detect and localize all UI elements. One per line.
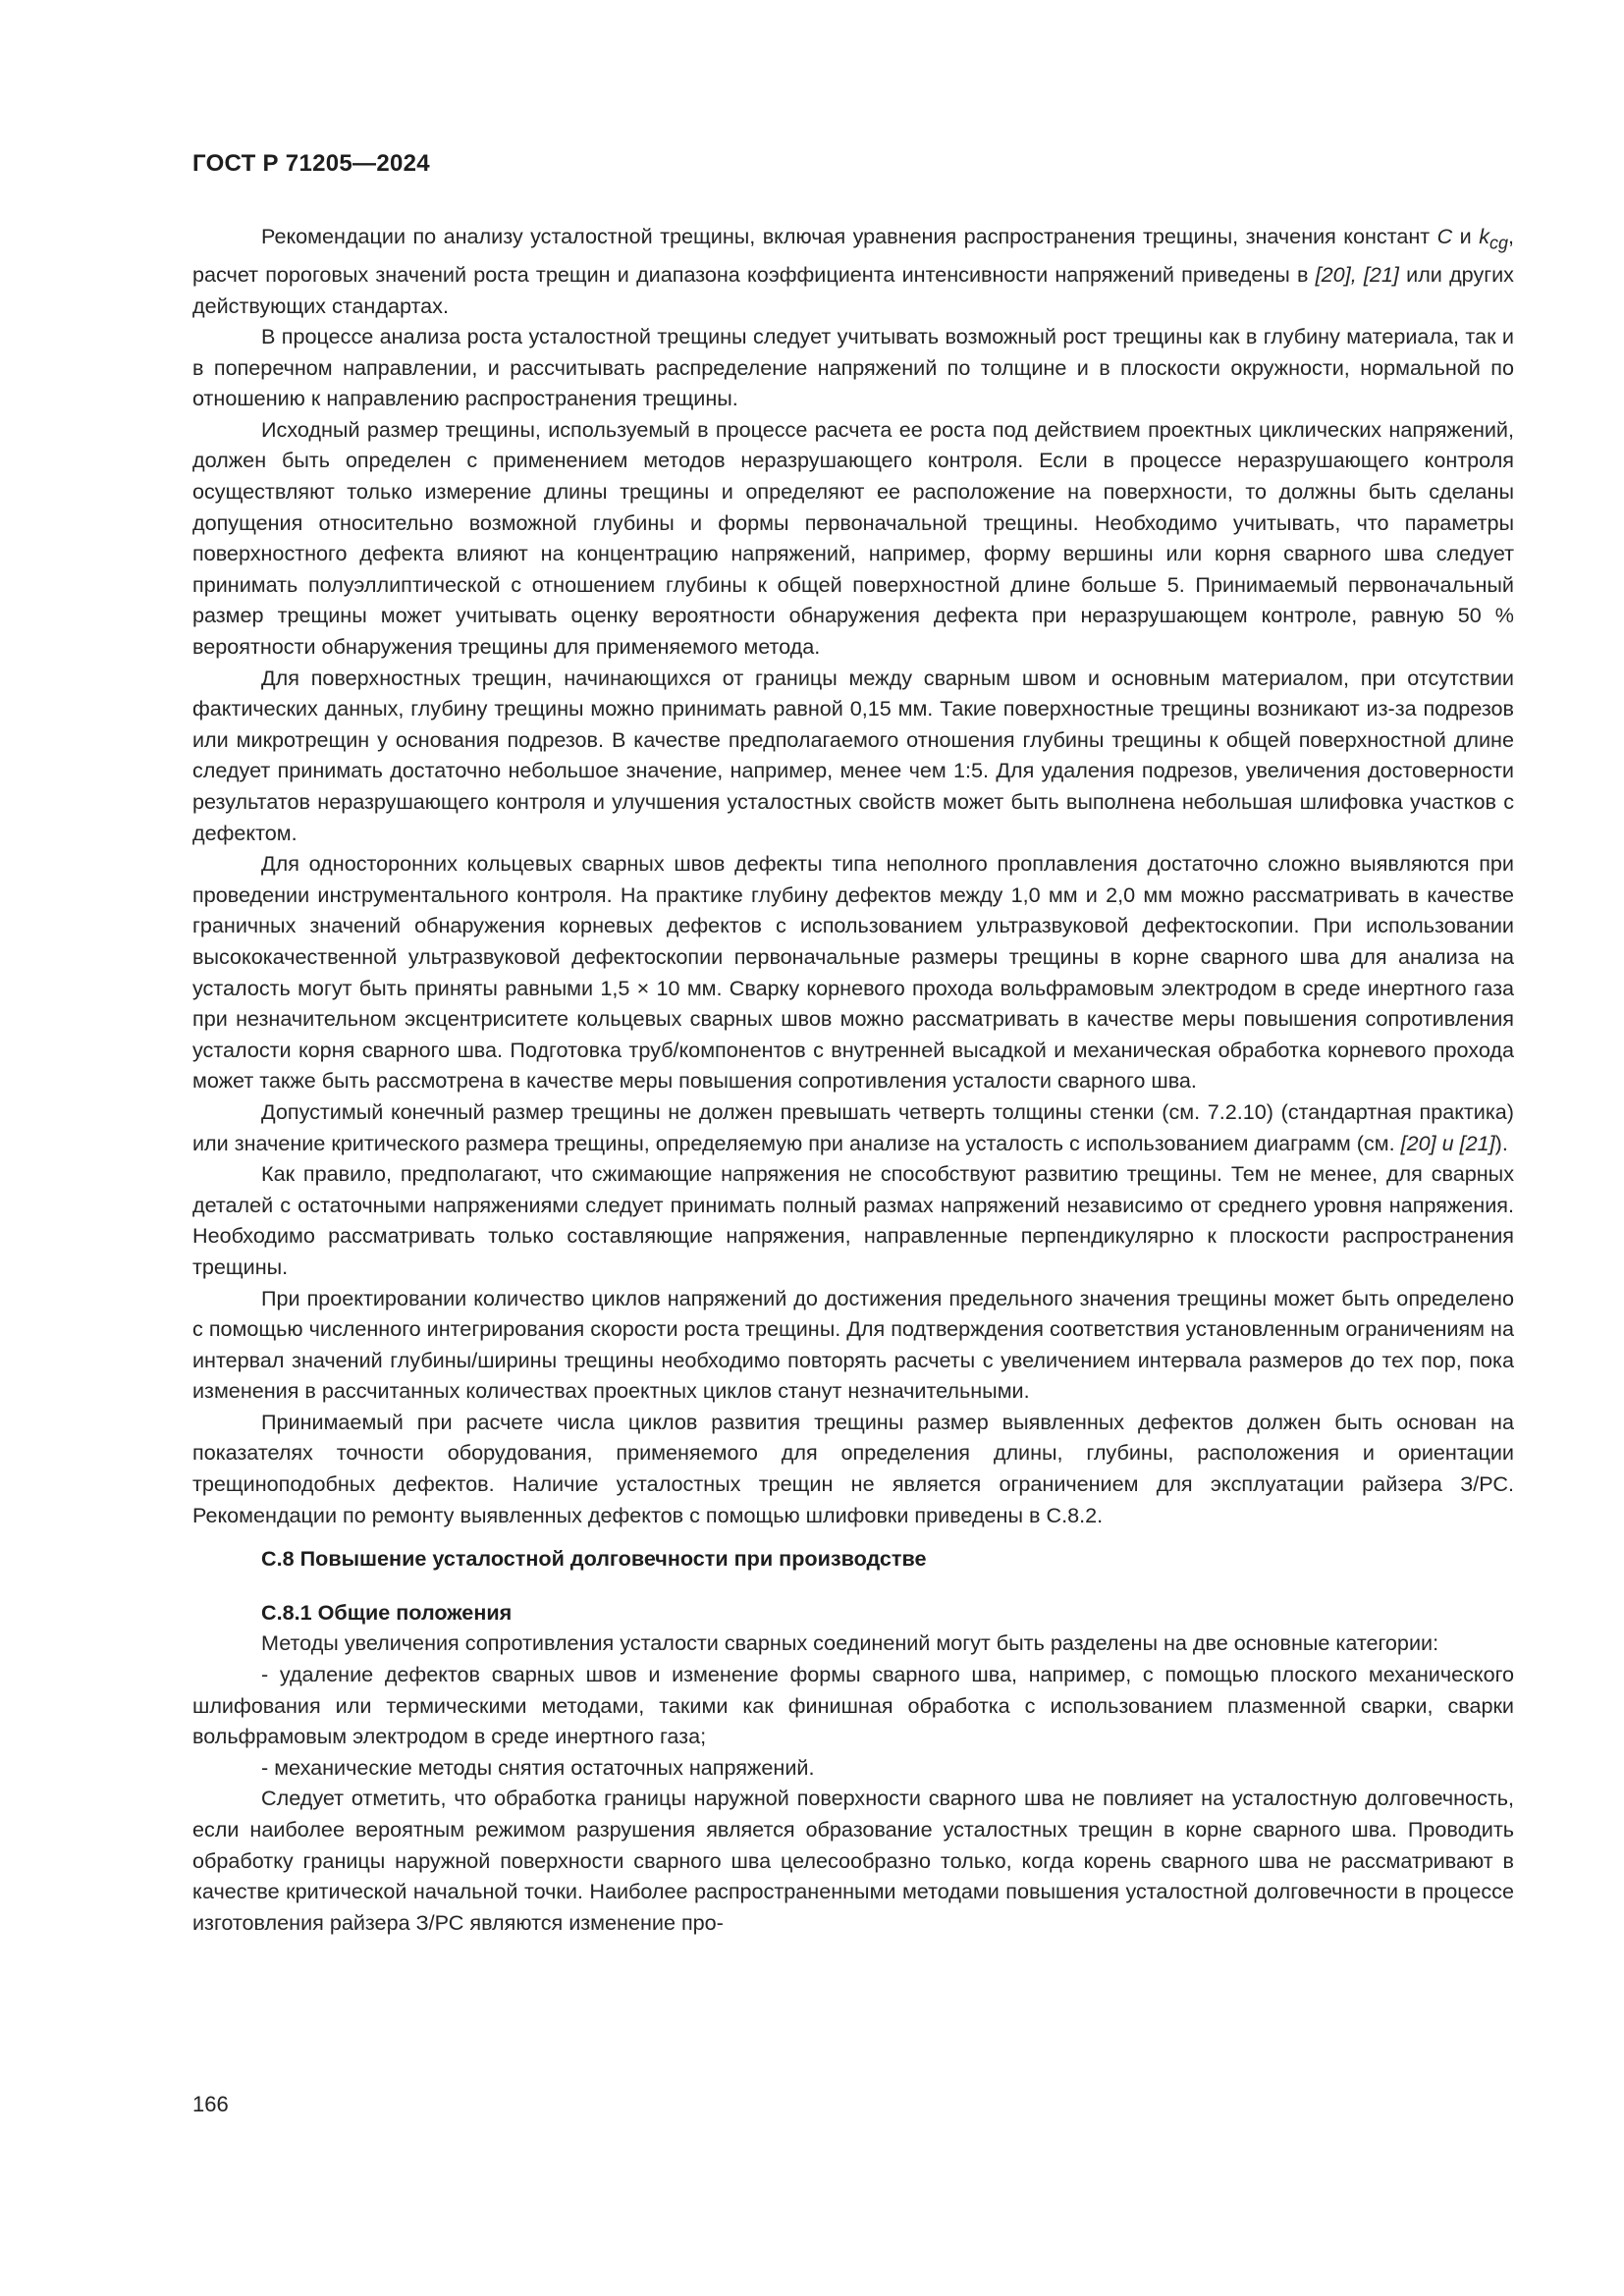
paragraph-initial-crack-size: Исходный размер трещины, используемый в процессе расчета ее роста под действием проектных циклических напряжений, должен быть определен с применением методов неразрушающего контроля. Если в процессе неразрушающего контроля осуществляют только измерение длины трещины и определяют ее расположение на поверхности, то должны быть сделаны допущения относительно возможной глубины и формы первоначальной трещины. Необходимо учитывать, что параметры поверхностного дефекта влияют на концентрацию напряжений, например, форму вершины или корня сварного шва следует принимать полуэллиптической с отношением глубины к общей поверхностной длине больше 5. Принимаемый первоначальный размер трещины может учитывать оценку вероятности обнаружения дефекта при неразрушающем контроле, равную 50 % вероятности обнаружения трещины для применяемого метода.: [192, 416, 1514, 660]
list-item: - удаление дефектов сварных швов и изменение формы сварного шва, например, с помощью плоского механического шлифования или термическими методами, такими как финишная обработка с использованием плазменной сварки, сварки вольфрамовым электродом в среде инертного газа;: [192, 1662, 1514, 1749]
paragraph-crack-analysis-recommendations: Рекомендации по анализу усталостной трещины, включая уравнения распространения трещины, значения констант C и $k_{cg}$, расчет пороговых значений роста трещин и диапазона коэффициента интенсивности напряжений приведены в [20], [21] или других действующих стандартах.: [192, 224, 1514, 318]
list-item: - механические методы снятия остаточных напряжений.: [261, 1754, 815, 1780]
paragraph-defect-size-accuracy: Принимаемый при расчете числа циклов развития трещины размер выявленных дефектов должен быть основан на показателях точности оборудования, применяемого для определения длины, глубины, расположения и ориентации трещиноподобных дефектов. Наличие усталостных трещин не является ограничением для эксплуатации райзера З/РС. Рекомендации по ремонту выявленных дефектов с помощью шлифовки приведены в С.8.2.: [192, 1409, 1514, 1527]
paragraph-cycle-count: При проектировании количество циклов напряжений до достижения предельного значения трещины может быть определено с помощью численного интегрирования скорости роста трещины. Для подтверждения соответствия установленным ограничениям на интервал значений глубины/ширины трещины необходимо повторять расчеты с увеличением интервала размеров до тех пор, пока изменения в рассчитанных количествах проектных циклов станут незначительными.: [192, 1285, 1514, 1404]
reference-link: [20] и [21]: [1400, 1130, 1495, 1155]
constant-c-symbol: C: [1436, 224, 1453, 248]
paragraph-weld-toe-treatment: Следует отметить, что обработка границы наружной поверхности сварного шва не повлияет на усталостную долговечность, если наиболее вероятным режимом разрушения является образование усталостных трещин в корне сварного шва. Проводить обработку границы наружной поверхности сварного шва целесообразно только, когда корень сварного шва не рассматривают в качестве критической начальной точки. Наиболее распространенными методами повышения усталостной долговечности в процессе изготовления райзера З/РС являются изменение про-: [192, 1786, 1514, 1935]
document-code-header: ГОСТ Р 71205—2024: [192, 150, 430, 177]
section-heading-c81: С.8.1 Общие положения: [261, 1599, 513, 1625]
paragraph-final-crack-size: Допустимый конечный размер трещины не должен превышать четверть толщины стенки (см. 7.2.10) (стандартная практика) или значение критического размера трещины, определяемую при анализе на усталость с использованием диаграмм (см. [20] и [21]).: [192, 1098, 1514, 1155]
paragraph-crack-growth-directions: В процессе анализа роста усталостной трещины следует учитывать возможный рост трещины как в глубину материала, так и в поперечном направлении, и рассчитывать распределение напряжений по толщине и в плоскости окружности, нормальной по отношению к направлению распространения трещины.: [192, 324, 1514, 411]
paragraph-compressive-stresses: Как правило, предполагают, что сжимающие напряжения не способствуют развитию трещины. Тем не менее, для сварных деталей с остаточными напряжениями следует принимать полный размах напряжений независимо от среднего уровня напряжения. Необходимо рассматривать только составляющие напряжения, направленные перпендикулярно к плоскости распространения трещины.: [192, 1161, 1514, 1279]
section-heading-c8: С.8 Повышение усталостной долговечности при производстве: [261, 1546, 927, 1572]
paragraph-surface-cracks: Для поверхностных трещин, начинающихся от границы между сварным швом и основным материалом, при отсутствии фактических данных, глубину трещины можно принимать равной 0,15 мм. Такие поверхностные трещины возникают из-за подрезов или микротрещин у основания подрезов. В качестве предполагаемого отношения глубины трещины к общей поверхностной длине следует принимать достаточно небольшое значение, например, менее чем 1:5. Для удаления подрезов, увеличения достоверности результатов неразрушающего контроля и улучшения усталостных свойств может быть выполнена небольшая шлифовка участков с дефектом.: [192, 665, 1514, 845]
constant-k-symbol: k: [1479, 224, 1489, 248]
page-number: 166: [192, 2092, 229, 2116]
constant-k-subscript: cg: [1489, 233, 1508, 253]
paragraph-girth-weld-defects: Для односторонних кольцевых сварных швов дефекты типа неполного проплавления достаточно сложно выявляются при проведении инструментального контроля. На практике глубину дефектов между 1,0 мм и 2,0 мм можно рассматривать в качестве граничных значений обнаружения корневых дефектов с использованием ультразвуковой дефектоскопии. При использовании высококачественной ультразвуковой дефектоскопии первоначальные размеры трещины в корне сварного шва для анализа на усталость могут быть приняты равными 1,5 × 10 мм. Сварку корневого прохода вольфрамовым электродом в среде инертного газа при незначительном эксцентриситете кольцевых сварных швов можно рассматривать в качестве меры повышения сопротивления усталости корня сварного шва. Подготовка труб/компонентов с внутренней высадкой и механическая обработка корневого прохода может также быть рассмотрена в качестве меры повышения сопротивления усталости сварного шва.: [192, 851, 1514, 1094]
document-body: [192, 221, 1514, 1938]
reference-link: [20], [21]: [1315, 261, 1399, 287]
paragraph-methods-categories: Методы увеличения сопротивления усталости сварных соединений могут быть разделены на две основные категории:: [261, 1630, 1439, 1656]
